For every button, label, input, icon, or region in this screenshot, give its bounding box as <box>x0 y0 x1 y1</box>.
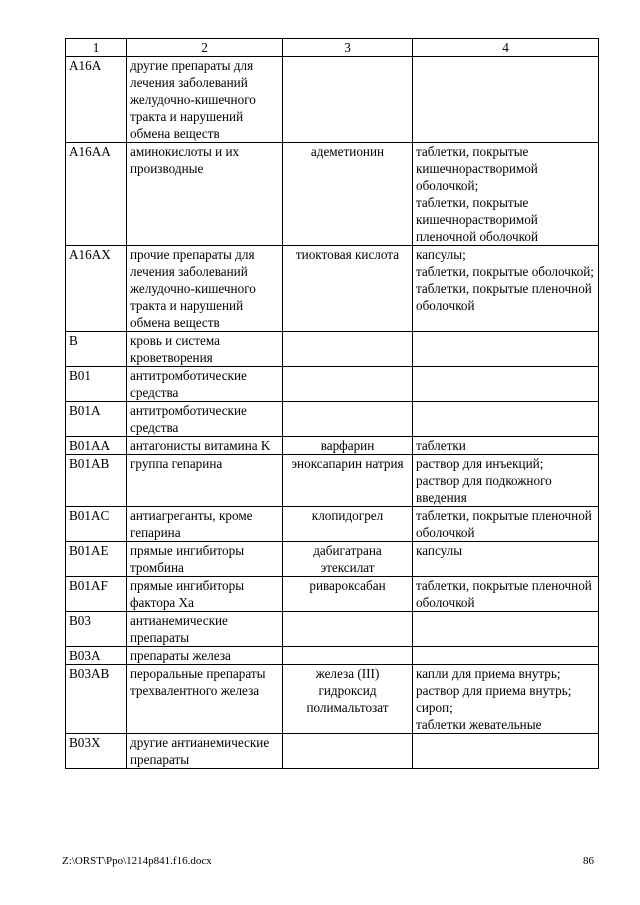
dosage-forms-cell: таблетки, покрытые кишечнорастворимой оболочкой; таблетки, покрытые кишечнорастворимой пленочной оболочкой <box>413 143 599 246</box>
drug-name-cell: тиоктовая кислота <box>283 246 413 332</box>
dosage-forms-cell <box>413 612 599 647</box>
footer-page-number: 86 <box>583 855 594 867</box>
dosage-forms-cell <box>413 332 599 367</box>
footer-file-path: Z:\ORST\Ppo\1214p841.f16.docx <box>62 855 212 867</box>
table-row <box>66 455 599 507</box>
group-name-cell: препараты железа <box>127 647 283 665</box>
group-name-cell: прямые ингибиторы фактора Xa <box>127 577 283 612</box>
drug-name-cell <box>283 367 413 402</box>
group-name-cell: прямые ингибиторы тромбина <box>127 542 283 577</box>
atc-code-cell: B01 <box>66 367 127 402</box>
table-row <box>66 246 599 332</box>
dosage-forms-cell <box>413 734 599 769</box>
table-row <box>66 647 599 665</box>
dosage-forms-cell <box>413 57 599 143</box>
dosage-forms-cell: капсулы <box>413 542 599 577</box>
table-row <box>66 542 599 577</box>
atc-code-cell: B03A <box>66 647 127 665</box>
table-row <box>66 402 599 437</box>
drug-name-cell <box>283 612 413 647</box>
drug-name-cell <box>283 647 413 665</box>
table-row <box>66 437 599 455</box>
atc-code-cell: B <box>66 332 127 367</box>
group-name-cell: антитромботические средства <box>127 367 283 402</box>
dosage-forms-cell: раствор для инъекций; раствор для подкожного введения <box>413 455 599 507</box>
atc-code-cell: A16AA <box>66 143 127 246</box>
dosage-forms-cell: капли для приема внутрь; раствор для приема внутрь; сироп; таблетки жевательные <box>413 665 599 734</box>
group-name-cell: антианемические препараты <box>127 612 283 647</box>
atc-code-cell: B01AF <box>66 577 127 612</box>
drug-name-cell: клопидогрел <box>283 507 413 542</box>
group-name-cell: аминокислоты и их производные <box>127 143 283 246</box>
drug-name-cell <box>283 332 413 367</box>
group-name-cell: антитромботические средства <box>127 402 283 437</box>
group-name-cell: пероральные препараты трехвалентного железа <box>127 665 283 734</box>
atc-code-cell: B01AB <box>66 455 127 507</box>
table-row <box>66 143 599 246</box>
table-row <box>66 507 599 542</box>
drug-name-cell: ривароксабан <box>283 577 413 612</box>
header-cell-2: 2 <box>127 39 283 57</box>
drug-table <box>65 38 599 769</box>
atc-code-cell: B03AB <box>66 665 127 734</box>
table-row <box>66 367 599 402</box>
group-name-cell: антагонисты витамина K <box>127 437 283 455</box>
drug-name-cell <box>283 734 413 769</box>
group-name-cell: антиагреганты, кроме гепарина <box>127 507 283 542</box>
atc-code-cell: B01A <box>66 402 127 437</box>
atc-code-cell: B01AA <box>66 437 127 455</box>
dosage-forms-cell: таблетки, покрытые пленочной оболочкой <box>413 507 599 542</box>
atc-code-cell: B01AE <box>66 542 127 577</box>
dosage-forms-cell <box>413 402 599 437</box>
drug-name-cell: железа (III) гидроксид полимальтозат <box>283 665 413 734</box>
dosage-forms-cell: таблетки, покрытые пленочной оболочкой <box>413 577 599 612</box>
group-name-cell: группа гепарина <box>127 455 283 507</box>
header-row <box>66 39 599 57</box>
table-row <box>66 577 599 612</box>
atc-code-cell: A16A <box>66 57 127 143</box>
atc-code-cell: A16AX <box>66 246 127 332</box>
table-row <box>66 612 599 647</box>
table-row <box>66 734 599 769</box>
drug-name-cell: дабигатрана этексилат <box>283 542 413 577</box>
drug-name-cell <box>283 402 413 437</box>
header-cell-4: 4 <box>413 39 599 57</box>
table-row <box>66 332 599 367</box>
dosage-forms-cell: капсулы; таблетки, покрытые оболочкой; таблетки, покрытые пленочной оболочкой <box>413 246 599 332</box>
group-name-cell: другие препараты для лечения заболеваний желудочно-кишечного тракта и нарушений обмена веществ <box>127 57 283 143</box>
group-name-cell: кровь и система кроветворения <box>127 332 283 367</box>
drug-name-cell: варфарин <box>283 437 413 455</box>
group-name-cell: прочие препараты для лечения заболеваний желудочно-кишечного тракта и нарушений обмена веществ <box>127 246 283 332</box>
header-cell-3: 3 <box>283 39 413 57</box>
table-row <box>66 57 599 143</box>
group-name-cell: другие антианемические препараты <box>127 734 283 769</box>
drug-name-cell: эноксапарин натрия <box>283 455 413 507</box>
atc-code-cell: B01AC <box>66 507 127 542</box>
table-row <box>66 665 599 734</box>
drug-name-cell <box>283 57 413 143</box>
atc-code-cell: B03 <box>66 612 127 647</box>
dosage-forms-cell <box>413 647 599 665</box>
header-cell-1: 1 <box>66 39 127 57</box>
dosage-forms-cell: таблетки <box>413 437 599 455</box>
dosage-forms-cell <box>413 367 599 402</box>
atc-code-cell: B03X <box>66 734 127 769</box>
drug-name-cell: адеметионин <box>283 143 413 246</box>
